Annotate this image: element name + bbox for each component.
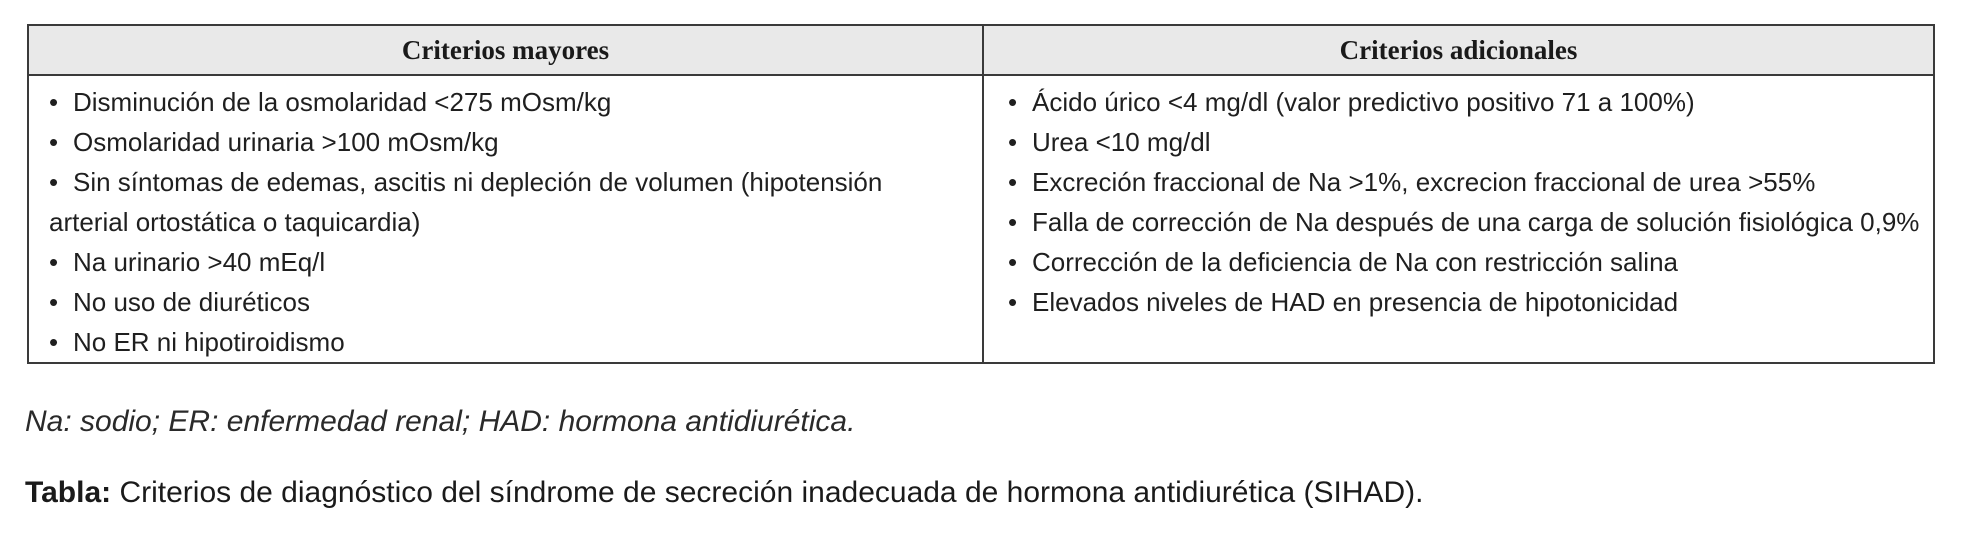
major-criterion-text: Na urinario >40 mEq/l (73, 247, 326, 277)
additional-criterion (1008, 242, 1933, 282)
table-body-row (29, 76, 1933, 362)
header-criterios-adicionales: Criterios adicionales (1339, 34, 1578, 65)
additional-criterion (1008, 82, 1933, 122)
bullet-icon: • (1008, 207, 1018, 237)
major-criterion-text: arterial ortostática o taquicardia) (49, 207, 421, 237)
major-criterion-text: No uso de diuréticos (73, 287, 311, 317)
bullet-icon: • (1008, 247, 1018, 277)
additional-criterion-text: Elevados niveles de HAD en presencia de hipotonicidad (1032, 287, 1679, 317)
additional-criterion-text: Ácido úrico <4 mg/dl (valor predictivo positivo 71 a 100%) (1032, 87, 1695, 117)
major-criterion-text: Disminución de la osmolaridad <275 mOsm/kg (73, 87, 612, 117)
bullet-icon: • (49, 87, 59, 117)
major-criterion-text: No ER ni hipotiroidismo (73, 327, 345, 357)
caption-label: Tabla: (25, 476, 112, 509)
table-caption (25, 476, 1424, 510)
bullet-icon: • (49, 327, 59, 357)
additional-criterion (1008, 162, 1933, 202)
major-criterion (49, 322, 982, 362)
additional-criterion (1008, 282, 1933, 322)
major-criterion (49, 122, 982, 162)
bullet-icon: • (49, 127, 59, 157)
criteria-table (27, 24, 1935, 364)
major-criterion-text: Sin síntomas de edemas, ascitis ni depleción de volumen (hipotensión (73, 167, 883, 197)
bullet-icon: • (1008, 127, 1018, 157)
header-criterios-mayores: Criterios mayores (29, 26, 984, 74)
caption-text: Criterios de diagnóstico del síndrome de secreción inadecuada de hormona antidiurética (SIHAD). (111, 476, 1424, 509)
bullet-icon: • (49, 287, 59, 317)
major-criteria-cell (29, 76, 984, 362)
additional-criterion-text: Excreción fraccional de Na >1%, excrecion fraccional de urea >55% (1032, 167, 1816, 197)
bullet-icon: • (1008, 167, 1018, 197)
additional-criterion-text: Urea <10 mg/dl (1032, 127, 1211, 157)
additional-criterion-text: Falla de corrección de Na después de una carga de solución fisiológica 0,9% (1032, 207, 1920, 237)
table-header-row (29, 26, 1933, 76)
bullet-icon: • (49, 167, 59, 197)
major-criterion-text: Osmolaridad urinaria >100 mOsm/kg (73, 127, 499, 157)
major-criterion (49, 242, 982, 282)
table-footnote: Na: sodio; ER: enfermedad renal; HAD: hormona antidiurética. (25, 405, 856, 438)
major-criterion (49, 82, 982, 122)
major-criterion (49, 202, 982, 242)
additional-criteria-cell (984, 76, 1933, 362)
major-criterion (49, 162, 982, 202)
bullet-icon: • (1008, 287, 1018, 317)
bullet-icon: • (49, 247, 59, 277)
additional-criterion-text: Corrección de la deficiencia de Na con restricción salina (1032, 247, 1678, 277)
bullet-icon: • (1008, 87, 1018, 117)
additional-criterion (1008, 122, 1933, 162)
additional-criterion (1008, 202, 1933, 242)
major-criterion (49, 282, 982, 322)
